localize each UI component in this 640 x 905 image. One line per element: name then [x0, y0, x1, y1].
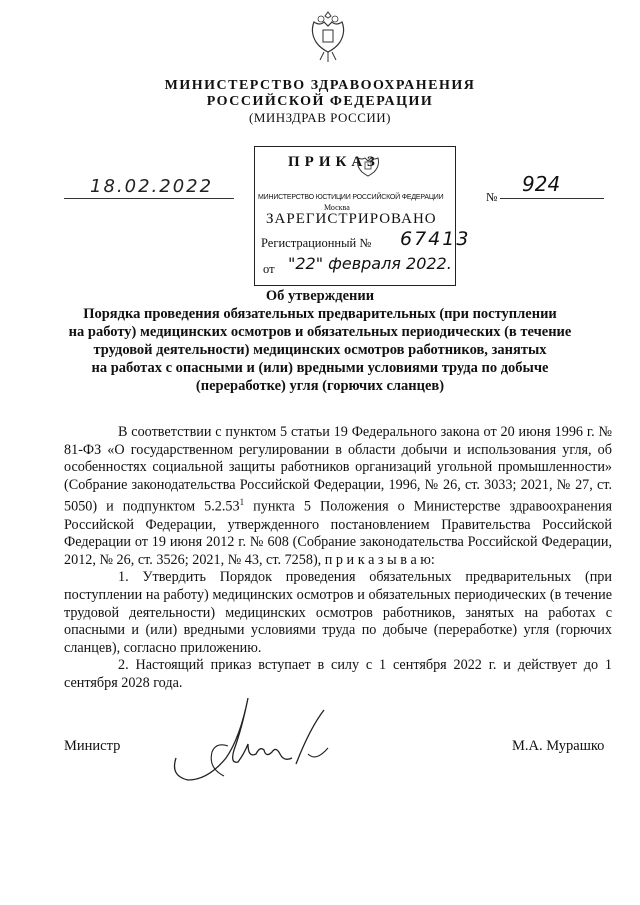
title-line: Порядка проведения обязательных предварительных (при поступлении: [83, 306, 557, 322]
order-number: 924: [522, 172, 561, 196]
ministry-name-line2: РОССИЙСКОЙ ФЕДЕРАЦИИ: [206, 94, 434, 109]
order-title: [60, 287, 580, 395]
ministry-abbreviation: (МИНЗДРАВ РОССИИ): [248, 110, 391, 125]
stamp-emblem-icon: [354, 150, 382, 178]
title-line: трудовой деятельности) медицинских осмотров работников, занятых: [93, 342, 547, 358]
stamp-city: Москва: [324, 203, 350, 212]
preamble-text: В соответствии с пунктом 5 статьи 19 Федерального закона от 20 июня 1996 г. № 81-ФЗ «О государственном регулировании в области добычи и использования угля, об особенностях социальной защиты работников организаций угольной промышленности» (Собрание законодательства Российской Федерации, 1996, № 26, ст. 3033; 2021, № 27, ст. 5050) и подпунктом 5.2.53: [64, 424, 612, 516]
title-line: Об утверждении: [265, 288, 375, 304]
date-underline: [64, 198, 234, 199]
footnote-mark: 1: [239, 497, 245, 508]
preamble-text-cont: пункта 5 Положения о Министерстве здравоохранения Российской Федерации, утвержденного постановлением Правительства Российской Федерации от 19 июня 2012 г. № 608 (Собрание законодательства Российской Федерации, 2012, № 26, ст. 3526; 2021, № 43, ст. 7258), п р и к а з ы в а ю:: [64, 499, 612, 568]
order-number-label: №: [486, 190, 498, 204]
ministry-name-line1: МИНИСТЕРСТВО ЗДРАВООХРАНЕНИЯ: [164, 78, 476, 93]
reg-number: 67413: [400, 228, 471, 250]
reg-number-label: Регистрационный №: [261, 236, 372, 250]
handwritten-signature: [168, 688, 338, 788]
clause-2: 2. Настоящий приказ вступает в силу с 1 сентября 2022 г. и действует до 1 сентября 2028 года.: [64, 657, 612, 692]
signer-position: Министр: [64, 738, 121, 754]
reg-date: "22" февраля 2022.: [288, 254, 452, 273]
coat-of-arms-icon: [306, 8, 350, 64]
number-underline: [500, 198, 604, 199]
title-line: на работу) медицинских осмотров и обязательных периодических (в течение: [68, 324, 572, 340]
order-body: [64, 424, 612, 693]
clause-1: 1. Утвердить Порядок проведения обязательных предварительных (при поступлении на работу) медицинских осмотров и обязательных периодических (в течение трудовой деятельности) медицинских осмотров работников, занятых на работах с опасными и (или) вредными условиями труда по добыче (переработке) угля (горючих сланцев), согласно приложению.: [64, 569, 612, 656]
signer-name: М.А. Мурашко: [512, 738, 605, 754]
stamp-registered: ЗАРЕГИСТРИРОВАНО: [266, 211, 437, 227]
title-line: на работах с опасными и (или) вредными условиями труда по добыче: [91, 360, 549, 376]
stamp-ministry: МИНИСТЕРСТВО ЮСТИЦИИ РОССИЙСКОЙ ФЕДЕРАЦИИ: [258, 194, 444, 201]
title-line: (переработке) угля (горючих сланцев): [195, 378, 445, 394]
prikaz-heading: ПРИКАЗ: [288, 154, 380, 170]
reg-date-label: от: [263, 262, 275, 276]
preamble-paragraph: [64, 424, 612, 569]
order-date: 18.02.2022: [90, 176, 214, 197]
